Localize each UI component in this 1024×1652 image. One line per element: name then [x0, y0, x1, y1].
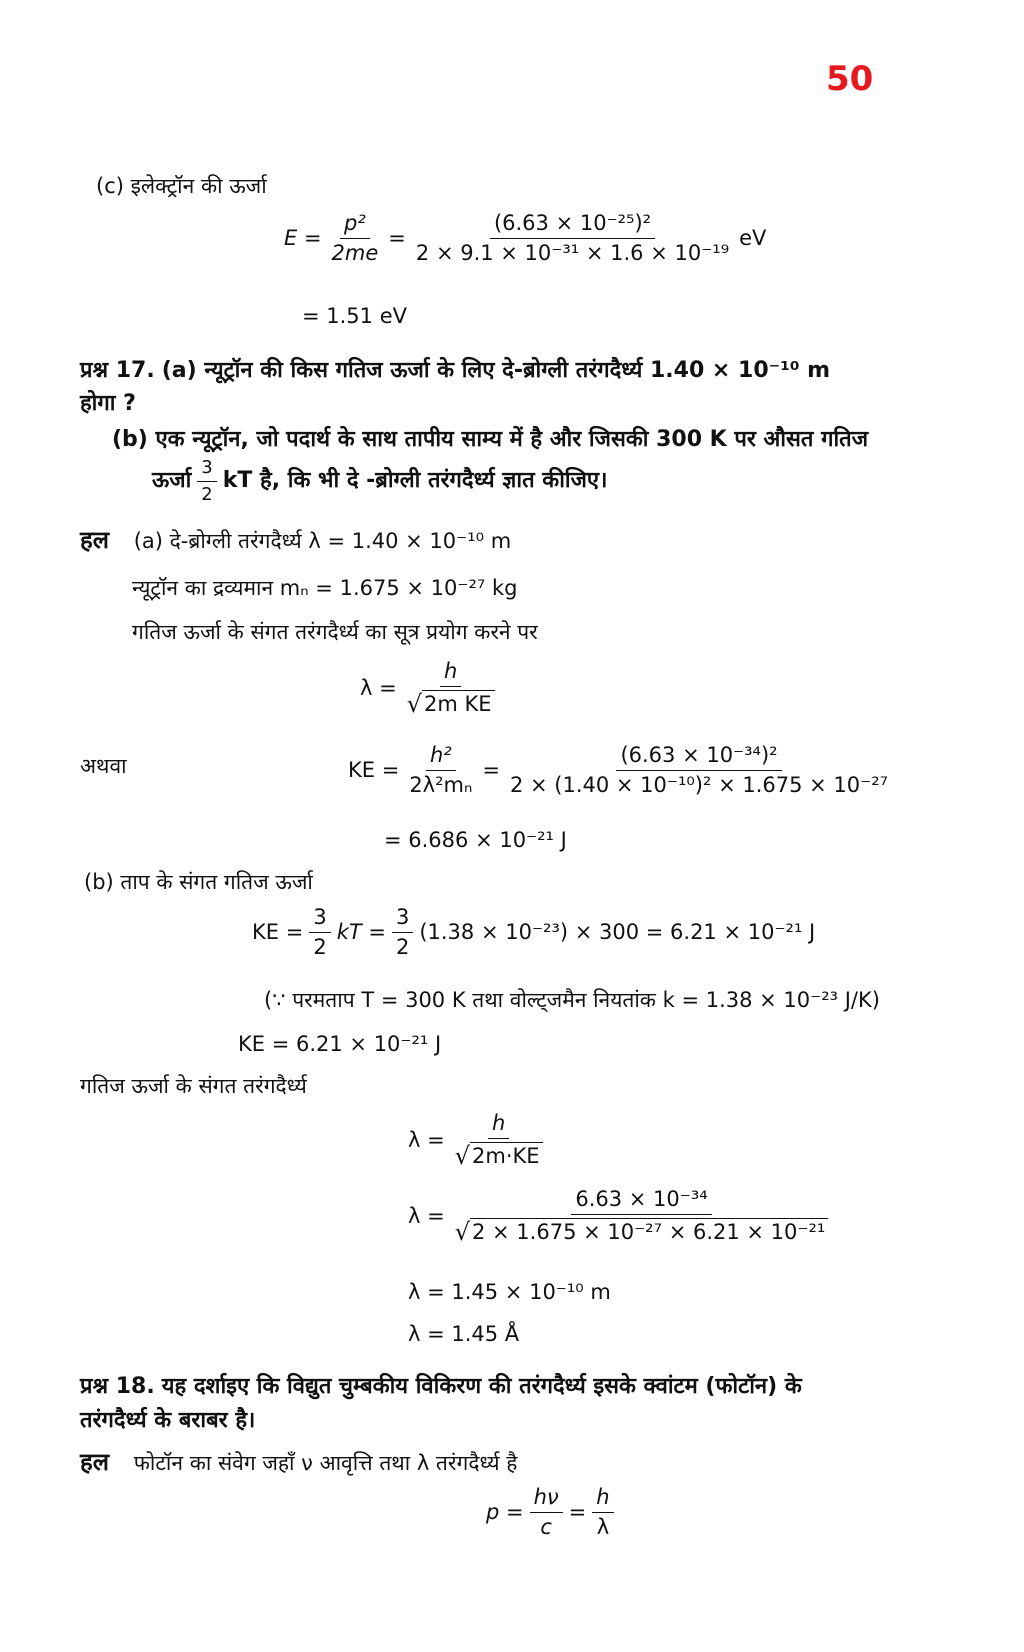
photon-momentum-equation	[486, 1486, 614, 1539]
lambda-eq-1-frac	[451, 1111, 547, 1171]
thermal-ke-equation	[252, 906, 815, 959]
question-17-part-b-line2	[152, 458, 607, 505]
question-17-part-b-frac-den: 2	[201, 483, 213, 505]
thermal-kt: kT =	[336, 920, 386, 945]
solution-17-a-line: (a) दे-ब्रोग्ली तरंगदैर्ध्य λ = 1.40 × 10⁻¹⁰ m	[133, 529, 512, 553]
question-17	[80, 360, 830, 382]
lambda-eq-1-den	[451, 1139, 547, 1171]
energy-result: = 1.51 eV	[302, 304, 407, 328]
photon-frac-2	[592, 1486, 613, 1539]
ke-frac-1-den: 2λ²mₙ	[409, 773, 473, 798]
ke-eq-sign: =	[482, 758, 500, 783]
energy-frac-2-num: (6.63 × 10⁻²⁵)²	[490, 212, 655, 239]
energy-equation	[284, 212, 766, 265]
ke-result: = 6.686 × 10⁻²¹ J	[384, 828, 567, 852]
thermal-frac-2	[392, 906, 413, 959]
lambda-eq-2-den	[451, 1215, 833, 1247]
energy-eq-sign: =	[388, 226, 406, 251]
ke-equation	[348, 744, 892, 797]
lambda-eq-2	[408, 1187, 832, 1247]
lambda-formula-num: h	[440, 660, 461, 687]
thermal-ke-value: KE = 6.21 × 10⁻²¹ J	[238, 1032, 442, 1056]
solution-18-line: फोटॉन का संवेग जहाँ ν आवृत्ति तथा λ तरंगदैर्ध्य है	[133, 1451, 518, 1475]
lambda-eq-1-lhs: λ =	[408, 1127, 445, 1152]
photon-eq-sign: =	[568, 1500, 587, 1525]
question-18-line1: यह दर्शाइए कि विद्युत चुम्बकीय विकिरण की तरंगदैर्ध्य इसके क्वांटम (फोटॉन) के	[161, 1374, 802, 1399]
thermal-frac-2-den: 2	[395, 935, 410, 960]
question-17-part-b-line1: (b) एक न्यूट्रॉन, जो पदार्थ के साथ तापीय साम्य में है और जिसकी 300 K पर औसत गतिज	[112, 427, 869, 452]
solution-17-label: हल	[80, 526, 110, 554]
question-17-part-b-post: kT है, कि भी दे -ब्रोग्ली तरंगदैर्ध्य ज्ञात कीजिए।	[222, 468, 608, 494]
question-18	[80, 1376, 802, 1398]
question-17-part-b-frac	[197, 458, 216, 505]
neutron-mass-line: न्यूट्रॉन का द्रव्यमान mₙ = 1.675 × 10⁻²⁷ kg	[132, 576, 518, 600]
ke-frac-2	[506, 744, 892, 797]
lambda-eq-1-den-text: 2m·KE	[470, 1142, 543, 1168]
c-heading: (c) इलेक्ट्रॉन की ऊर्जा	[96, 174, 267, 198]
question-17-part-a-line1: (a) न्यूट्रॉन की किस गतिज ऊर्जा के लिए दे-ब्रोग्ली तरंगदैर्ध्य 1.40 × 10⁻¹⁰ m	[161, 358, 831, 383]
ke-frac-1	[405, 744, 476, 797]
thermal-frac-1-num: 3	[309, 906, 330, 933]
page-number: 50	[826, 59, 874, 99]
photon-frac-1-num: hν	[530, 1486, 563, 1513]
lambda-eq-2-lhs: λ =	[408, 1203, 445, 1228]
sqrt-icon: √	[454, 1142, 470, 1171]
lambda-result-m: λ = 1.45 × 10⁻¹⁰ m	[408, 1280, 611, 1304]
solution-17-a	[80, 528, 511, 552]
ke-frac-2-num: (6.63 × 10⁻³⁴)²	[616, 744, 781, 771]
lambda-eq-2-den-text: 2 × 1.675 × 10⁻²⁷ × 6.21 × 10⁻²¹	[470, 1218, 828, 1244]
lambda-formula-lhs: λ =	[360, 675, 397, 700]
thermal-ke-lhs: KE =	[252, 920, 304, 945]
photon-frac-2-den: λ	[596, 1515, 610, 1540]
thermal-frac-1	[309, 906, 330, 959]
energy-frac-2	[412, 212, 733, 265]
thermal-frac-1-den: 2	[313, 935, 327, 960]
question-18-line2: तरंगदैर्ध्य के बराबर है।	[80, 1408, 256, 1433]
lambda-formula-den	[403, 687, 499, 719]
question-17-label: प्रश्न 17.	[80, 358, 155, 383]
solution-18	[80, 1450, 517, 1474]
photon-frac-2-num: h	[592, 1486, 613, 1513]
lambda-eq-1	[408, 1111, 547, 1171]
lambda-formula-den-text: 2m KE	[422, 690, 495, 716]
ke-lhs: KE =	[348, 758, 400, 783]
solution-18-label: हल	[80, 1448, 110, 1476]
constants-note: (∵ परमताप T = 300 K तथा वोल्ट्जमैन नियतांक k = 1.38 × 10⁻²³ J/K)	[264, 988, 880, 1012]
energy-frac-2-den: 2 × 9.1 × 10⁻³¹ × 1.6 × 10⁻¹⁹	[415, 241, 730, 266]
formula-line: गतिज ऊर्जा के संगत तरंगदैर्ध्य का सूत्र प्रयोग करने पर	[132, 620, 538, 644]
energy-frac-1-den: 2me	[331, 241, 379, 266]
ke-frac-2-den: 2 × (1.40 × 10⁻¹⁰)² × 1.675 × 10⁻²⁷	[509, 773, 889, 798]
question-17-part-b-frac-num: 3	[197, 458, 216, 482]
energy-frac-1	[328, 212, 383, 265]
question-18-label: प्रश्न 18.	[80, 1374, 155, 1399]
energy-frac-1-num: p²	[340, 212, 370, 239]
lambda-formula-frac	[403, 659, 499, 719]
question-17-part-a-line2: होगा ?	[80, 391, 136, 416]
photon-momentum-lhs: p =	[486, 1500, 524, 1525]
energy-unit: eV	[739, 226, 767, 251]
sqrt-icon: √	[454, 1218, 470, 1247]
wavelength-line: गतिज ऊर्जा के संगत तरंगदैर्ध्य	[80, 1074, 307, 1098]
energy-lhs: E =	[284, 226, 322, 251]
athwa-label: अथवा	[80, 754, 127, 778]
lambda-formula	[360, 659, 499, 719]
thermal-rest: (1.38 × 10⁻²³) × 300 = 6.21 × 10⁻²¹ J	[419, 920, 816, 945]
photon-frac-1-den: c	[540, 1515, 552, 1540]
lambda-eq-1-num: h	[488, 1112, 509, 1139]
thermal-frac-2-num: 3	[392, 906, 413, 933]
lambda-result-angstrom: λ = 1.45 Å	[408, 1322, 520, 1346]
lambda-eq-2-num: 6.63 × 10⁻³⁴	[571, 1188, 711, 1215]
photon-frac-1	[530, 1486, 563, 1539]
ke-frac-1-num: h²	[426, 744, 456, 771]
sqrt-icon: √	[406, 690, 422, 719]
part-b-heading: (b) ताप के संगत गतिज ऊर्जा	[84, 870, 313, 894]
question-17-part-b-pre: ऊर्जा	[152, 468, 192, 494]
lambda-eq-2-frac	[451, 1187, 833, 1247]
